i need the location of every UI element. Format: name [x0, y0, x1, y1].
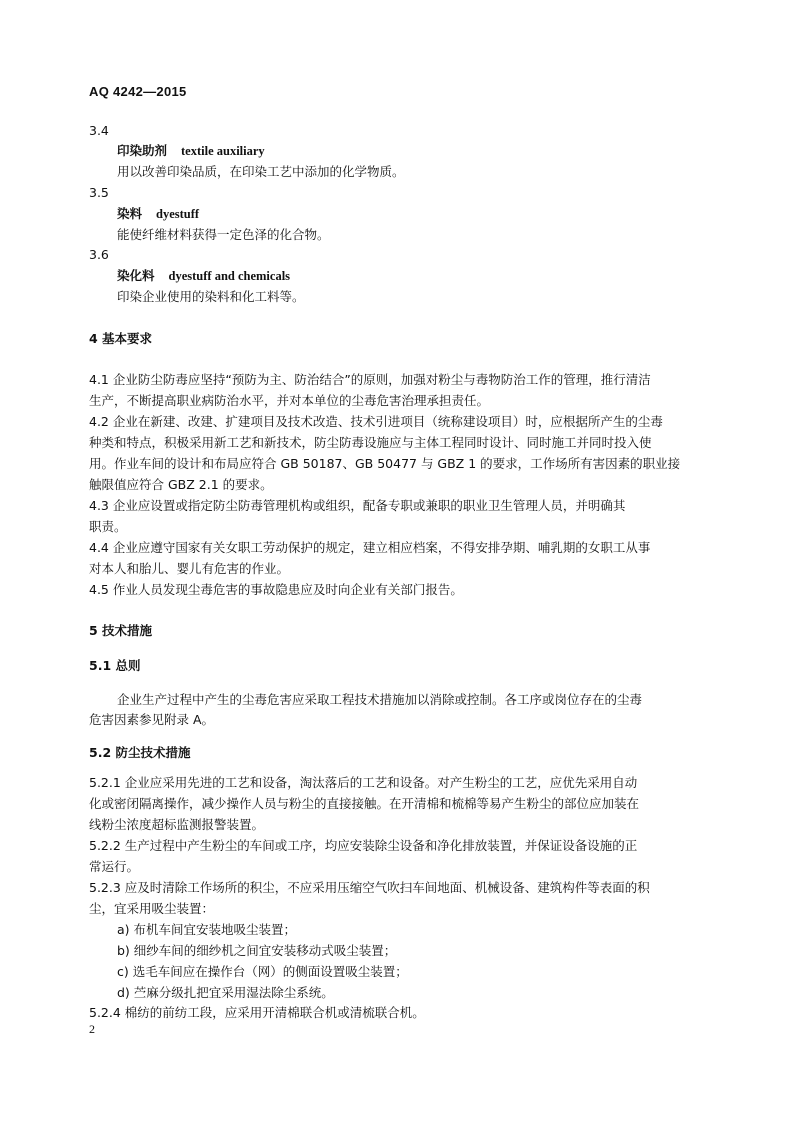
paragraph-line: 企业生产过程中产生的尘毒危害应采取工程技术措施加以消除或控制。各工序或岗位存在的尘毒 [117, 692, 643, 707]
paragraph-line: 4.5 作业人员发现尘毒危害的事故隐患应及时向企业有关部门报告。 [89, 582, 463, 597]
paragraph-line: 5.2.4 棉纺的前纺工段，应采用开清棉联合机或清梳联合机。 [89, 1005, 425, 1020]
term-en: textile auxiliary [181, 144, 265, 158]
paragraph-line: 尘，宜采用吸尘装置： [89, 901, 215, 916]
paragraph-line: 化或密闭隔离操作，减少操作人员与粉尘的直接接触。在开清棉和梳棉等易产生粉尘的部位应加装在 [89, 796, 640, 811]
list-item: a) 布机车间宜安装地吸尘装置； [117, 922, 297, 937]
paragraph-line: 常运行。 [89, 859, 140, 874]
term-en: dyestuff and chemicals [168, 269, 291, 283]
term-zh: 印染助剂 [117, 143, 168, 158]
paragraph-line: 线粉尘浓度超标监测报警装置。 [89, 817, 265, 832]
paragraph-line: 生产，不断提高职业病防治水平，并对本单位的尘毒危害治理承担责任。 [89, 393, 490, 408]
term-definition: 用以改善印染品质，在印染工艺中添加的化学物质。 [117, 164, 405, 179]
term-title [117, 268, 290, 284]
list-item: c) 选毛车间应在操作台（网）的侧面设置吸尘装置； [117, 964, 408, 979]
paragraph-line: 危害因素参见附录 A。 [89, 712, 215, 727]
paragraph-line: 5.2.3 应及时清除工作场所的积尘，不应采用压缩空气吹扫车间地面、机械设备、建筑构件等表面的积 [89, 880, 650, 895]
clause-number-3-4: 3.4 [89, 123, 109, 138]
standard-header: AQ 4242—2015 [89, 84, 187, 99]
term-zh: 染料 [117, 206, 143, 221]
term-zh: 染化料 [117, 268, 155, 283]
term-definition: 能使纤维材料获得一定色泽的化合物。 [117, 227, 330, 242]
paragraph-line: 4.1 企业防尘防毒应坚持“预防为主、防治结合”的原则，加强对粉尘与毒物防治工作的管理，推行清洁 [89, 372, 651, 387]
term-definition: 印染企业使用的染料和化工料等。 [117, 289, 305, 304]
section-heading-5: 5 技术措施 [89, 623, 153, 638]
term-en: dyestuff [156, 207, 200, 221]
paragraph-line: 对本人和胎儿、婴儿有危害的作业。 [89, 561, 290, 576]
clause-number-3-6: 3.6 [89, 247, 109, 262]
subsection-heading-5-1: 5.1 总则 [89, 658, 141, 673]
clause-number-3-5: 3.5 [89, 185, 109, 200]
paragraph-line: 4.2 企业在新建、改建、扩建项目及技术改造、技术引进项目（统称建设项目）时，应根据所产生的尘毒 [89, 414, 663, 429]
paragraph-line: 种类和特点，积极采用新工艺和新技术，防尘防毒设施应与主体工程同时设计、同时施工并同时投入使 [89, 435, 652, 450]
subsection-heading-5-2: 5.2 防尘技术措施 [89, 745, 191, 760]
list-item: b) 细纱车间的细纱机之间宜安装移动式吸尘装置； [117, 943, 397, 958]
paragraph-line: 4.4 企业应遵守国家有关女职工劳动保护的规定，建立相应档案，不得安排孕期、哺乳期的女职工从事 [89, 540, 651, 555]
paragraph-line: 用。作业车间的设计和布局应符合 GB 50187、GB 50477 与 GBZ 1 的要求，工作场所有害因素的职业接 [89, 456, 681, 471]
page-number: 2 [89, 1022, 95, 1036]
paragraph-line: 触限值应符合 GBZ 2.1 的要求。 [89, 477, 273, 492]
term-title [117, 206, 199, 222]
term-title [117, 143, 265, 159]
section-heading-4: 4 基本要求 [89, 331, 153, 346]
paragraph-line: 5.2.1 企业应采用先进的工艺和设备，淘汰落后的工艺和设备。对产生粉尘的工艺，应优先采用自动 [89, 775, 638, 790]
list-item: d) 苎麻分级扎把宜采用湿法除尘系统。 [117, 985, 334, 1000]
paragraph-line: 4.3 企业应设置或指定防尘防毒管理机构或组织，配备专职或兼职的职业卫生管理人员，并明确其 [89, 498, 626, 513]
paragraph-line: 职责。 [89, 519, 127, 534]
paragraph-line: 5.2.2 生产过程中产生粉尘的车间或工序，均应安装除尘设备和净化排放装置，并保证设备设施的正 [89, 838, 638, 853]
